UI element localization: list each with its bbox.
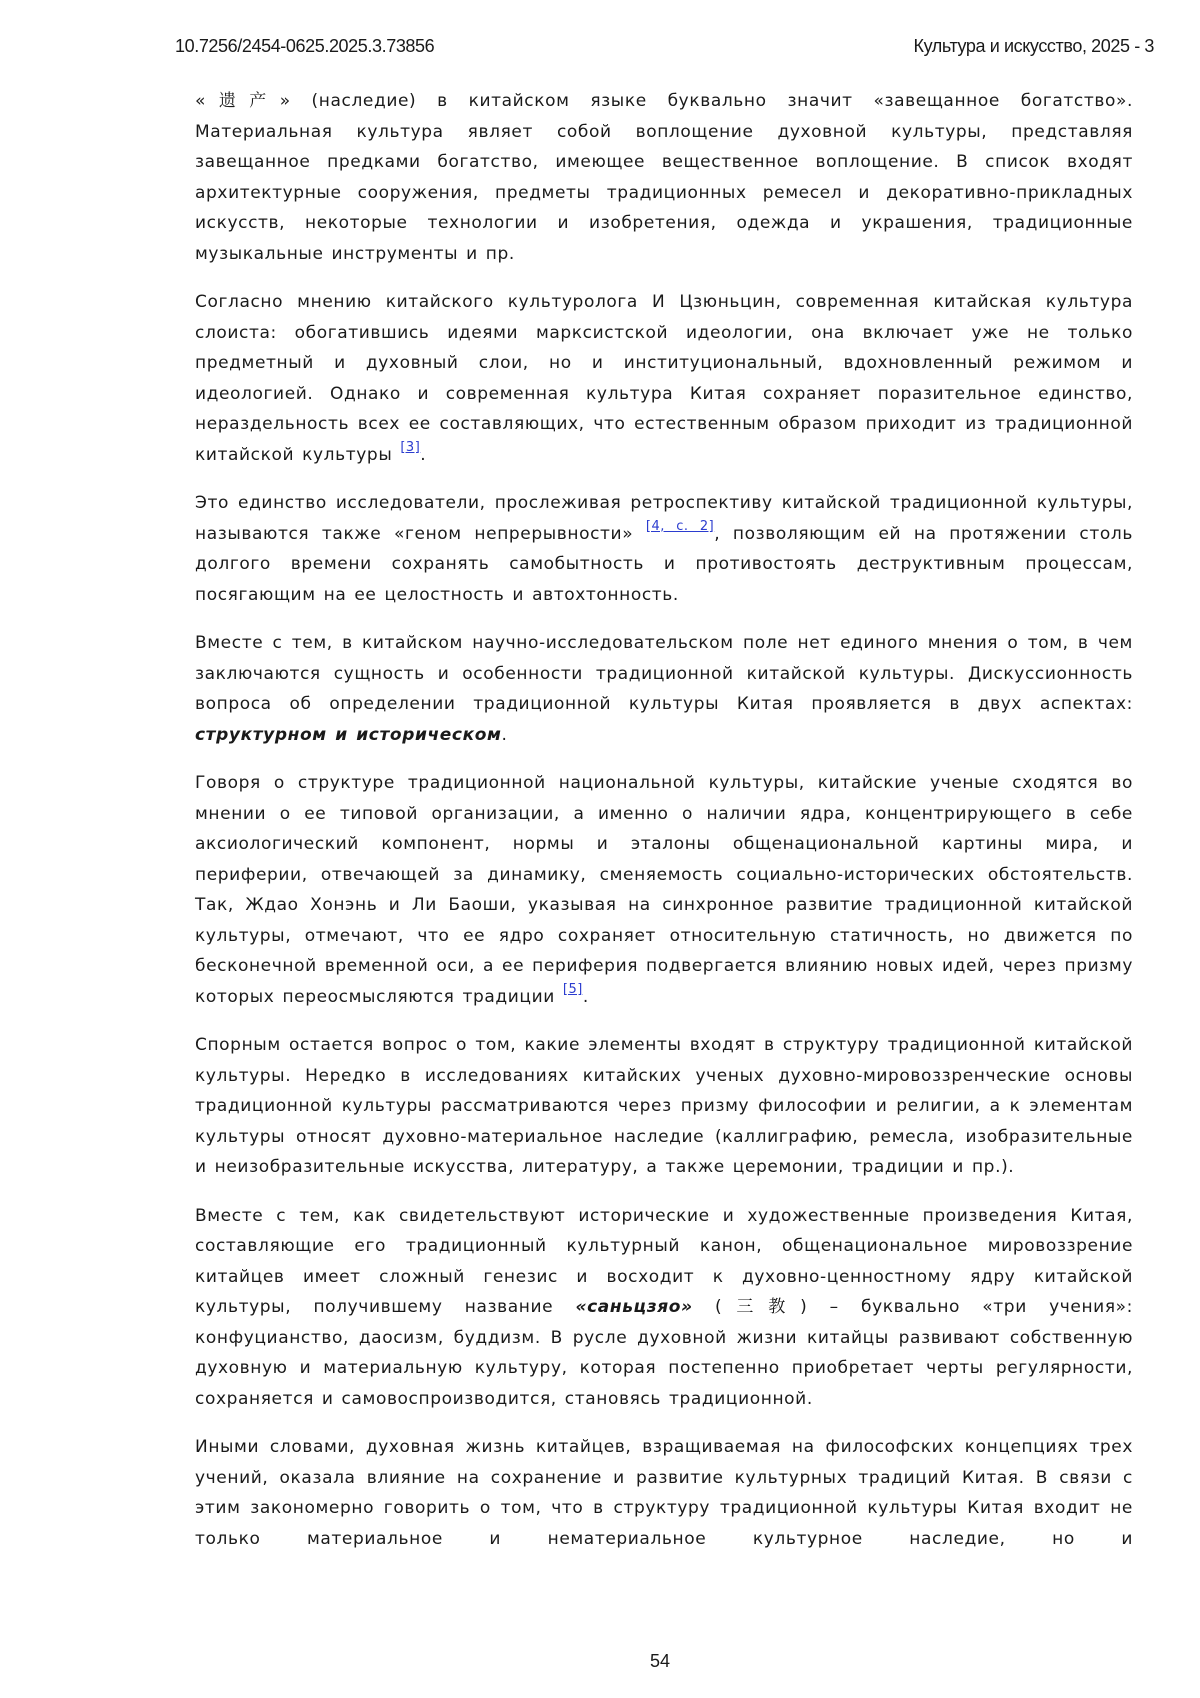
doi-text: 10.7256/2454-0625.2025.3.73856 xyxy=(175,36,435,56)
open-quote: « xyxy=(195,91,207,111)
journal-issue-text: Культура и искусство, 2025 - 3 xyxy=(913,36,1154,56)
running-header xyxy=(175,36,1154,60)
paragraph-text: Это единство исследователи, прослеживая ретроспективу китайской традиционной культуры, называются также «геном непрерывности» xyxy=(195,493,1133,544)
paragraph-text-continued: (三教) – буквально «три учения»: конфуцианство, даосизм, буддизм. В русле духовной жизни китайцы развивают собственную духовную и материальную культуру, которая постепенно приобретает черты регулярности, сохраняется и самовоспроизводится, становясь традиционной. xyxy=(195,1297,1133,1409)
paragraph-text: Говоря о структуре традиционной национальной культуры, китайские ученые сходятся во мнении о ее типовой организации, а именно о наличии ядра, концентрирующего в себе аксиологический компонент, нормы и эталоны общенациональной картины мира, и периферии, отвечающей за динамику, сменяемость социально-исторических обстоятельств. Так, Ждао Хонэнь и Ли Баоши, указывая на синхронное развитие традиционной китайской культуры, отмечают, что ее ядро сохраняет относительную статичность, но движется по бесконечной временной оси, а ее периферия подвергается влиянию новых идей, через призму которых переосмысляются традиции xyxy=(195,773,1133,1007)
paragraph-layered-culture xyxy=(195,287,1133,470)
paragraph-text: Вместе с тем, как свидетельствуют исторические и художественные произведения Китая, составляющие его традиционный культурный канон, общенациональное мировоззрение китайцев имеет сложный генезис и восходит к духовно-ценностному ядру китайской культуры, получившему название xyxy=(195,1205,1133,1317)
paragraph-end: . xyxy=(501,724,508,745)
citation-link-5[interactable]: [5] xyxy=(562,981,583,997)
emphasized-term-sanjiao: «саньцзяо» xyxy=(575,1297,693,1317)
paragraph-end: . xyxy=(582,986,589,1007)
paragraph-continuity-gene xyxy=(195,488,1133,610)
paragraph-debate-aspects xyxy=(195,628,1133,750)
citation-link-4[interactable]: [4, с. 2] xyxy=(645,518,715,534)
paragraph-text: Согласно мнению китайского культуролога И Цзюньцин, современная китайская культура слоиста: обогатившись идеями марксистской идеологии, она включает уже не только предметный и духовный слои, но и институциональный, вдохновленный режимом и идеологией. Однако и современная культура Китая сохраняет поразительное единство, нераздельность всех ее составляющих, что естественным образом приходит из традиционной китайской культуры xyxy=(195,292,1133,465)
paragraph-sanjiao xyxy=(195,1201,1133,1415)
paragraph-core-periphery xyxy=(195,768,1133,1012)
paragraph-text: Вместе с тем, в китайском научно-исследовательском поле нет единого мнения о том, в чем заключаются сущность и особенности традиционной китайской культуры. Дискуссионность вопроса об определении традиционной культуры Китая проявляется в двух аспектах: xyxy=(195,633,1133,714)
paragraph-end: . xyxy=(420,444,427,465)
paragraph-structure-elements xyxy=(195,1030,1133,1183)
paragraph-text: Иными словами, духовная жизнь китайцев, взращиваемая на философских концепциях трех учений, оказала влияние на сохранение и развитие культурных традиций Китая. В связи с этим закономерно говорить о том, что в структуру традиционной культуры Китая входит не только материальное и нематериальное культурное наследие, но и xyxy=(195,1437,1133,1549)
paragraph-three-teachings xyxy=(195,1432,1133,1554)
article-body xyxy=(195,86,1133,1572)
page-number: 54 xyxy=(649,1651,671,1671)
emphasized-aspects: структурном и историческом xyxy=(195,724,502,745)
paragraph-text: » (наследие) в китайском языке буквально значит «завещанное богатство». Материальная культура являет собой воплощение духовной культуры, представляя завещанное предками богатство, имеющее вещественное воплощение. В список входят архитектурные сооружения, предметы традиционных ремесел и декоративно-прикладных искусств, некоторые технологии и изобретения, одежда и украшения, традиционные музыкальные инструменты и пр. xyxy=(195,91,1133,264)
paragraph-heritage-definition xyxy=(195,86,1133,269)
paragraph-text-continued: , позволяющим ей на протяжении столь долгого времени сохранять самобытность и противостоять деструктивным процессам, посягающим на ее целостность и автохтонность. xyxy=(195,523,1133,605)
citation-link-3[interactable]: [3] xyxy=(400,439,421,455)
paragraph-text: Спорным остается вопрос о том, какие элементы входят в структуру традиционной китайской культуры. Нередко в исследованиях китайских ученых духовно-мировоззренческие основы традиционной культуры рассматриваются через призму философии и религии, а к элементам культуры относят духовно-материальное наследие (каллиграфию, ремесла, изобразительные и неизобразительные искусства, литературу, а также церемонии, традиции и пр.). xyxy=(195,1035,1133,1177)
chinese-term-heritage: 遗产 xyxy=(206,91,280,111)
